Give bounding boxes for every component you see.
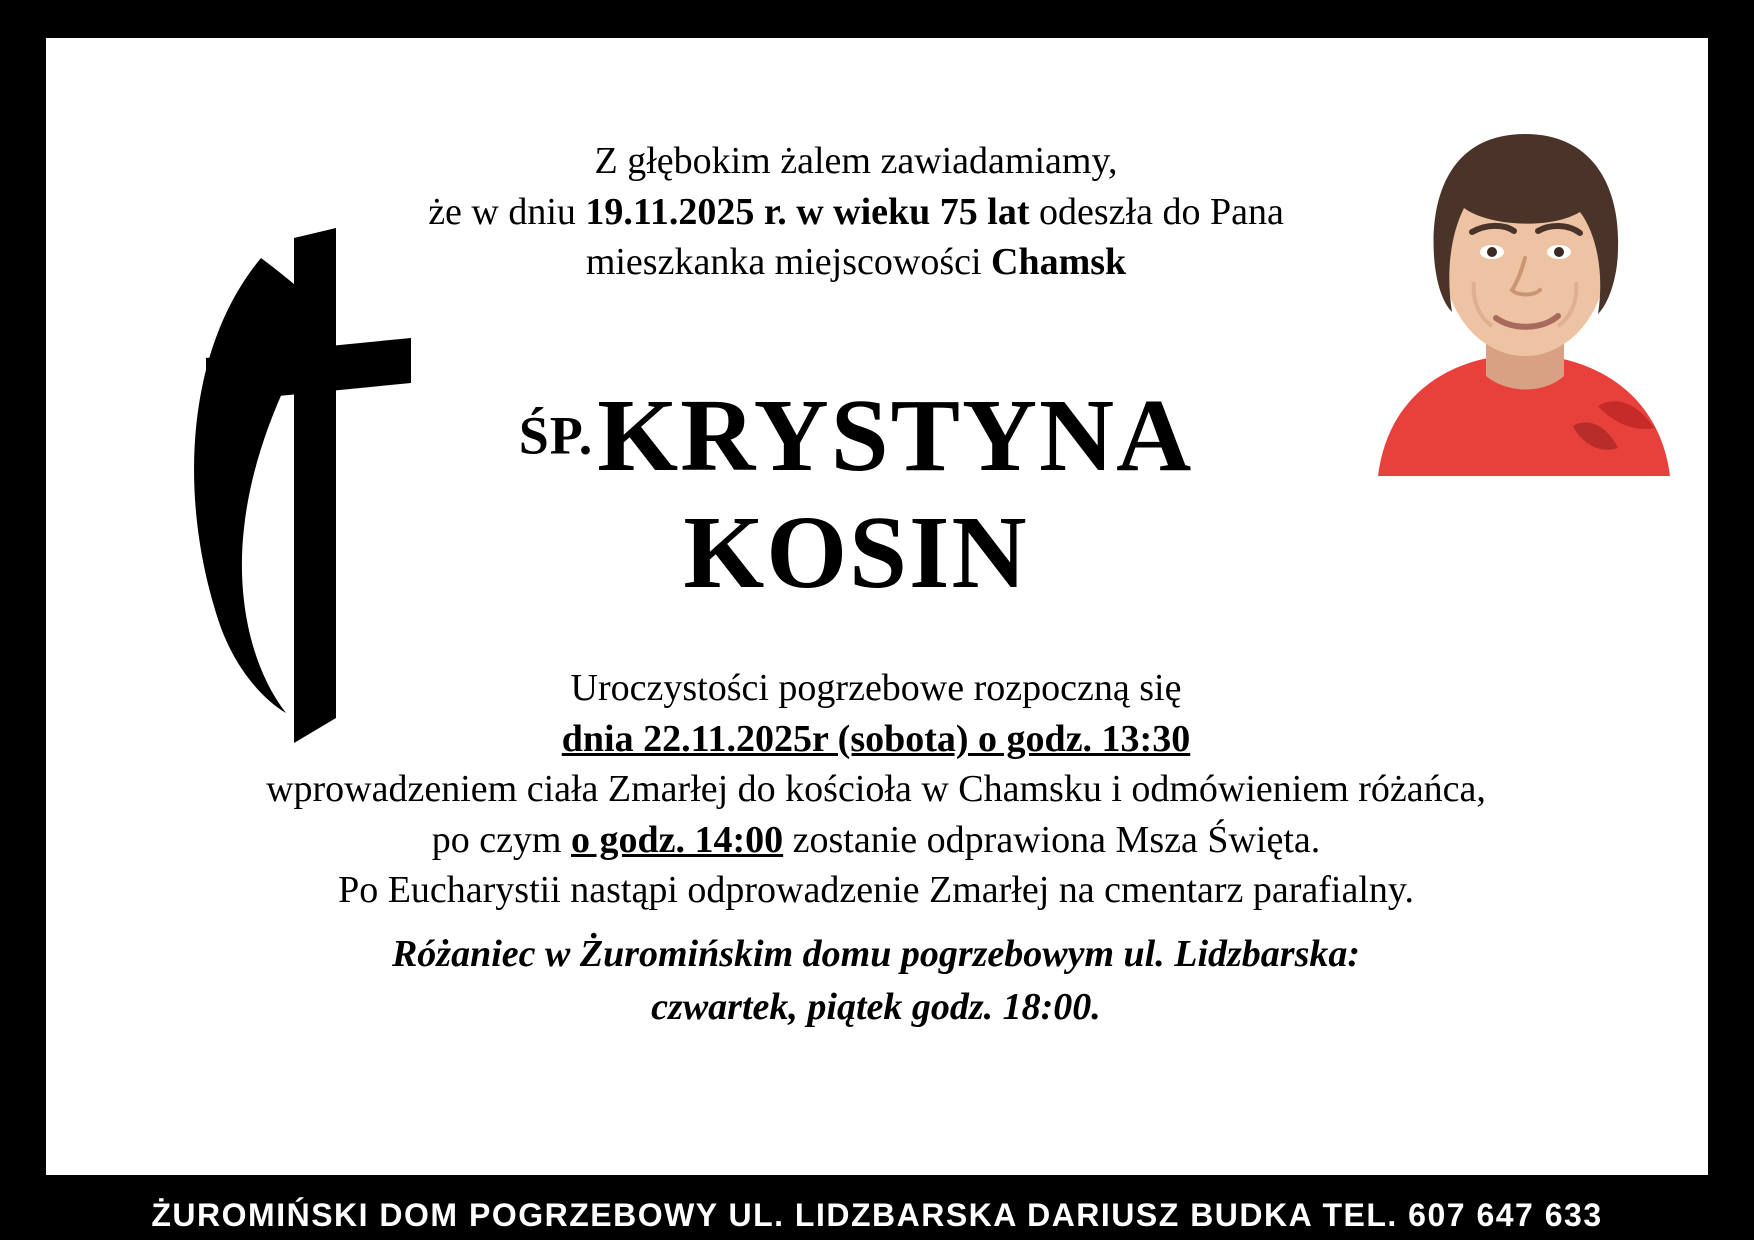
deceased-name-line bbox=[346, 376, 1366, 495]
rosary-info bbox=[206, 928, 1546, 1034]
intro-line-1: Z głębokim żalem zawiadamiamy, bbox=[594, 140, 1118, 182]
portrait-photo bbox=[1368, 76, 1678, 476]
deceased-given-name: KRYSTYNA bbox=[597, 378, 1194, 493]
ceremony-line-5: Po Eucharystii nastąpi odprowadzenie Zmarłej na cmentarz parafialny. bbox=[338, 869, 1414, 912]
intro-text bbox=[346, 136, 1366, 288]
ceremony-line-4-prefix: po czym bbox=[431, 818, 571, 861]
intro-line-3 bbox=[346, 237, 1366, 288]
intro-line-3-place: Chamsk bbox=[991, 241, 1127, 284]
ceremony-datetime: dnia 22.11.2025r (sobota) o godz. 13:30 bbox=[561, 717, 1191, 760]
funeral-home-footer: ŻUROMIŃSKI DOM POGRZEBOWY UL. LIDZBARSKA DARIUSZ BUDKA TEL. 607 647 633 bbox=[151, 1197, 1603, 1233]
rosary-line-2: czwartek, piątek godz. 18:00. bbox=[651, 986, 1101, 1029]
ceremony-line-4-suffix: zostanie odprawiona Msza Święta. bbox=[783, 818, 1321, 861]
rosary-line-1: Różaniec w Żuromińskim domu pogrzebowym ul. Lidzbarska: bbox=[391, 933, 1361, 975]
ceremony-line-1: Uroczystości pogrzebowe rozpoczną się bbox=[570, 667, 1182, 709]
notice-inner-frame bbox=[46, 38, 1708, 1175]
intro-line-2-suffix: odeszła do Pana bbox=[1029, 190, 1284, 233]
ceremony-line-4 bbox=[106, 815, 1646, 866]
ceremony-details bbox=[106, 663, 1646, 916]
intro-line-2 bbox=[346, 187, 1366, 238]
intro-line-3-prefix: mieszkanka miejscowości bbox=[585, 241, 992, 284]
intro-line-2-emphasis: 19.11.2025 r. w wieku 75 lat bbox=[585, 190, 1030, 233]
deceased-surname: KOSIN bbox=[683, 495, 1029, 610]
intro-line-2-prefix: że w dniu bbox=[428, 190, 586, 233]
mass-time: o godz. 14:00 bbox=[571, 818, 784, 861]
ceremony-line-3: wprowadzeniem ciała Zmarłej do kościoła w Chamsku i odmówieniem różańca, bbox=[266, 768, 1486, 811]
deceased-prefix: ŚP. bbox=[518, 405, 594, 466]
